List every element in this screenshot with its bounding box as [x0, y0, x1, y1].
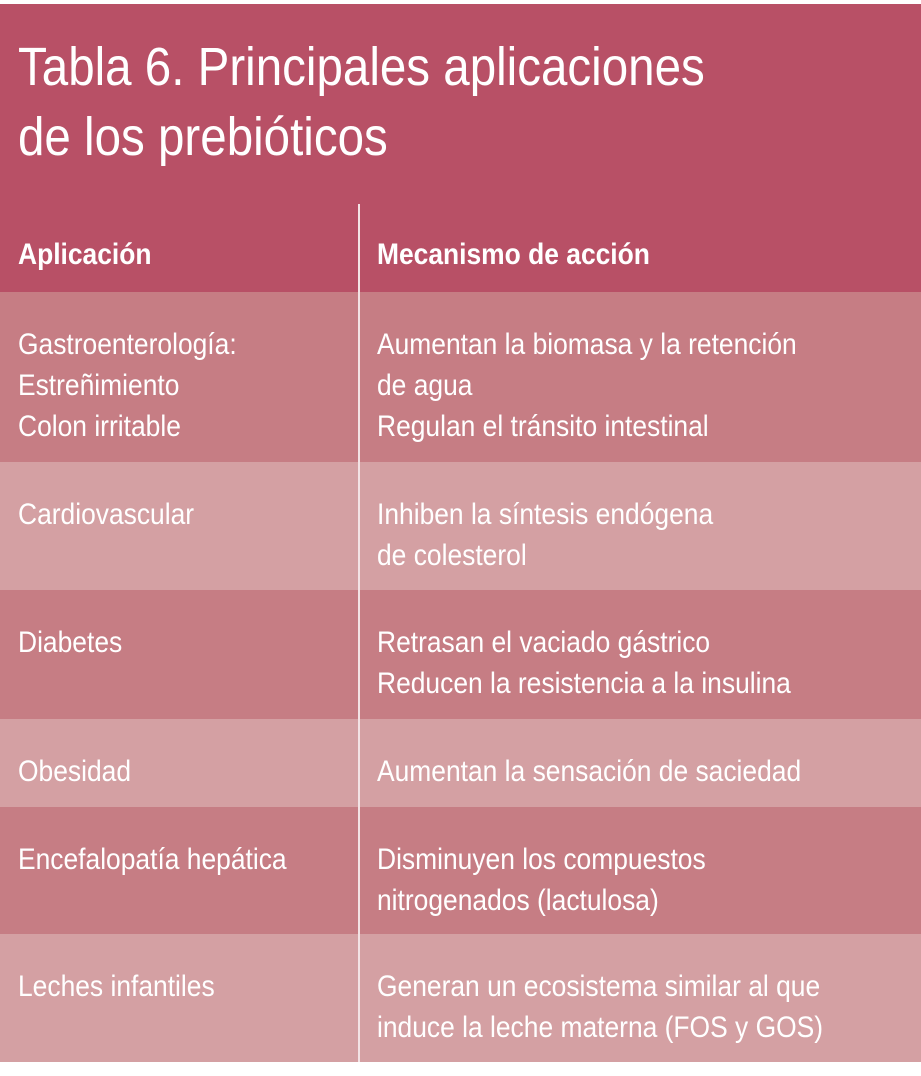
mechanism-line: Inhiben la síntesis endógena — [377, 498, 714, 531]
table-row — [0, 719, 921, 807]
table-title — [18, 32, 792, 172]
mechanism-cell — [377, 622, 791, 704]
application-cell — [18, 324, 237, 447]
application-line: Leches infantiles — [18, 970, 215, 1003]
table-row — [0, 934, 921, 1062]
application-cell — [18, 622, 122, 663]
mechanism-line: Retrasan el vaciado gástrico — [377, 626, 711, 659]
mechanism-cell — [377, 494, 713, 576]
application-cell — [18, 494, 194, 535]
application-line: Colon irritable — [18, 410, 181, 443]
table-title-line-2: de los prebióticos — [18, 107, 388, 167]
application-cell — [18, 966, 215, 1007]
mechanism-line: de agua — [377, 369, 473, 402]
mechanism-line: induce la leche materna (FOS y GOS) — [377, 1011, 824, 1044]
mechanism-cell — [377, 966, 823, 1048]
application-line: Encefalopatía hepática — [18, 843, 287, 876]
table-row — [0, 462, 921, 590]
column-divider — [358, 204, 360, 1062]
header-mechanism: Mecanismo de acción — [377, 238, 650, 271]
application-cell — [18, 751, 131, 792]
mechanism-line: Aumentan la sensación de saciedad — [377, 755, 802, 788]
mechanism-line: Regulan el tránsito intestinal — [377, 410, 709, 443]
table-header-row — [0, 204, 921, 292]
application-line: Estreñimiento — [18, 369, 180, 402]
table-row — [0, 590, 921, 719]
mechanism-cell — [377, 751, 801, 792]
mechanism-cell — [377, 324, 797, 447]
header-application: Aplicación — [18, 238, 152, 271]
mechanism-line: Disminuyen los compuestos — [377, 843, 706, 876]
mechanism-line: de colesterol — [377, 539, 527, 572]
application-cell — [18, 839, 287, 880]
application-line: Cardiovascular — [18, 498, 195, 531]
mechanism-line: Generan un ecosistema similar al que — [377, 970, 821, 1003]
mechanism-cell — [377, 839, 706, 921]
mechanism-line: Aumentan la biomasa y la retención — [377, 328, 797, 361]
table-title-line-1: Tabla 6. Principales aplicaciones — [18, 37, 705, 97]
prebiotics-table — [0, 4, 921, 1062]
application-line: Obesidad — [18, 755, 132, 788]
mechanism-line: Reducen la resistencia a la insulina — [377, 667, 791, 700]
table-row — [0, 807, 921, 934]
application-line: Diabetes — [18, 626, 123, 659]
table-row — [0, 292, 921, 462]
application-line: Gastroenterología: — [18, 328, 237, 361]
mechanism-line: nitrogenados (lactulosa) — [377, 884, 659, 917]
